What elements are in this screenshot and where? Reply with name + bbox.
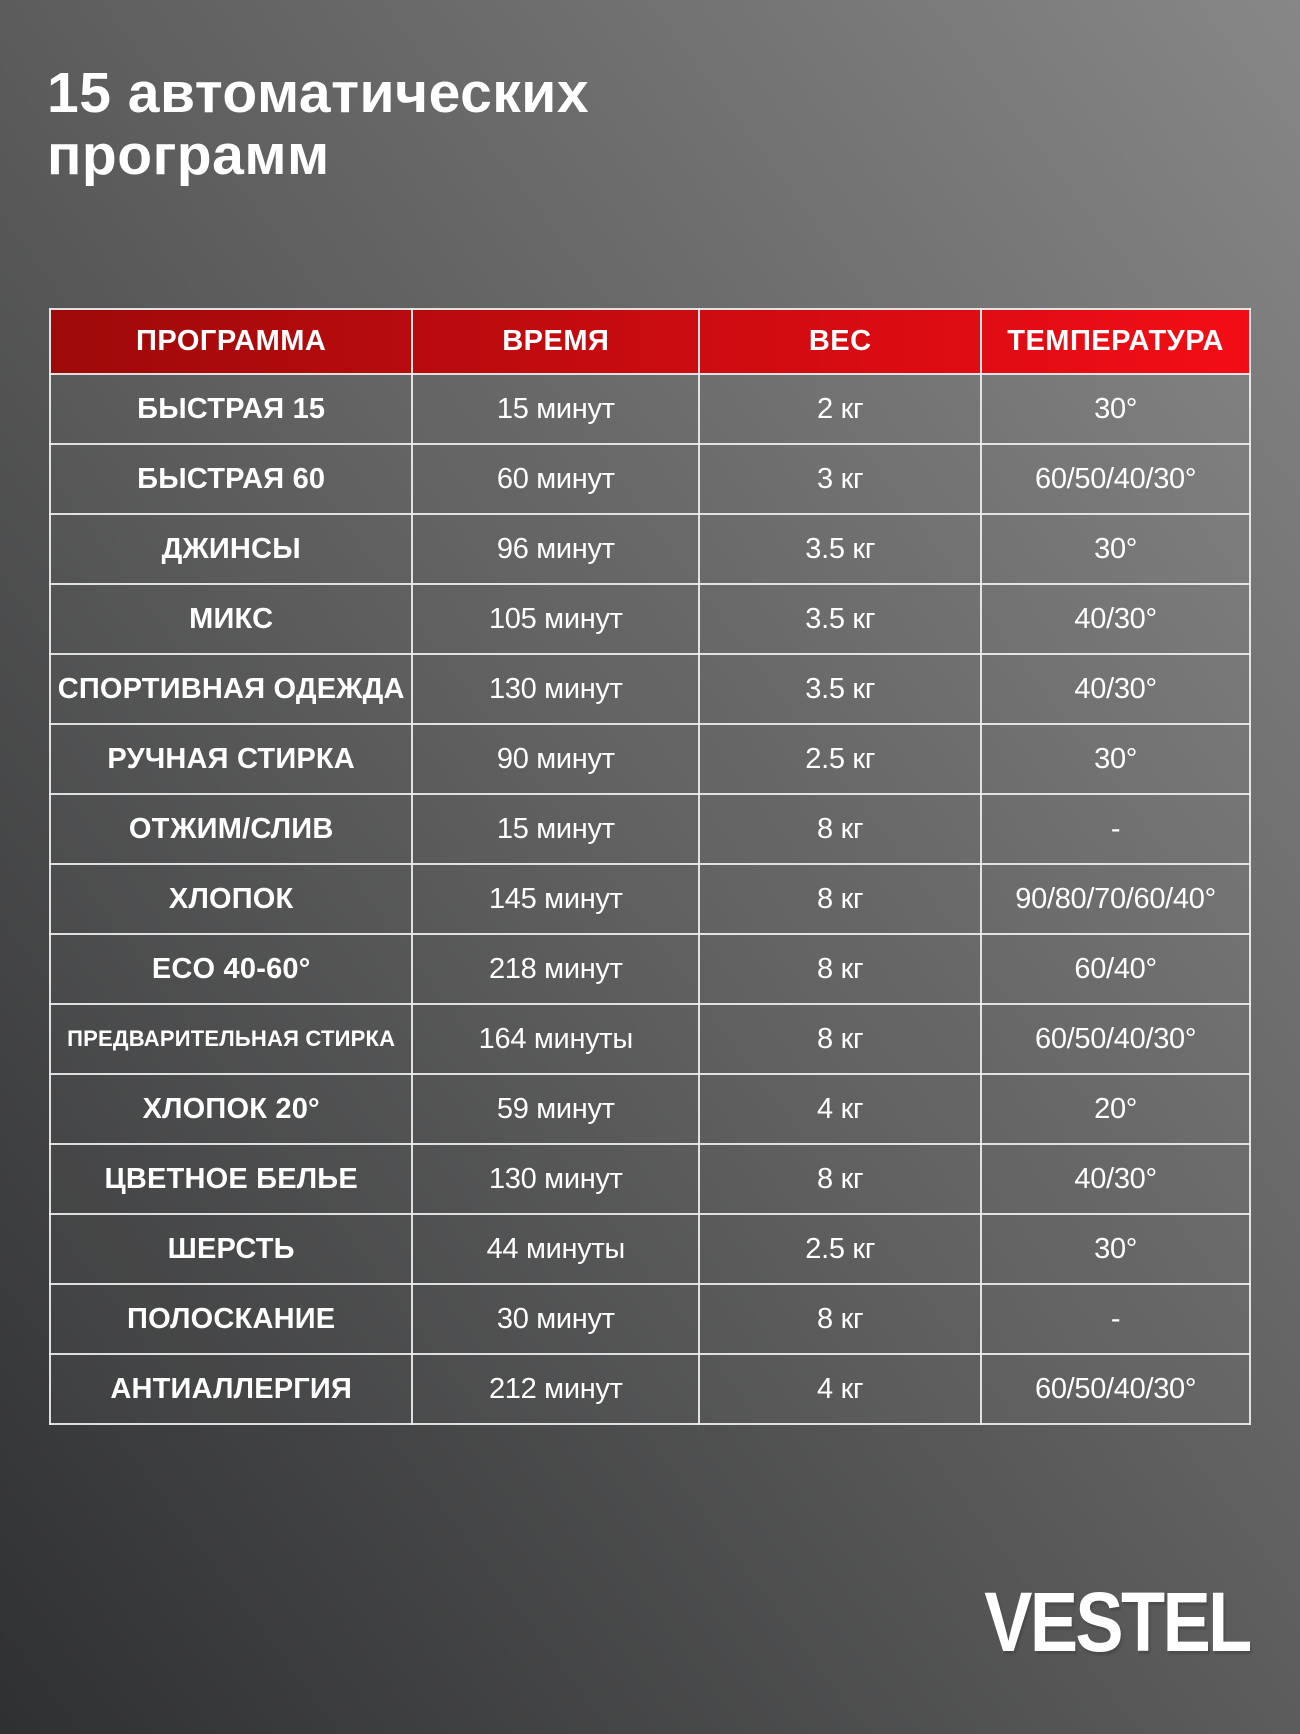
program-name-cell: ECO 40-60° — [50, 934, 412, 1004]
table-row — [50, 654, 1250, 724]
program-name-cell: ШЕРСТЬ — [50, 1214, 412, 1284]
table-row — [50, 724, 1250, 794]
programs-table — [49, 308, 1251, 1425]
table-row — [50, 584, 1250, 654]
program-name-cell: ЦВЕТНОЕ БЕЛЬЕ — [50, 1144, 412, 1214]
table-header — [50, 309, 1250, 374]
time-cell: 15 минут — [412, 794, 699, 864]
time-cell: 130 минут — [412, 654, 699, 724]
weight-cell: 8 кг — [699, 1144, 981, 1214]
weight-cell: 3.5 кг — [699, 654, 981, 724]
table-header-row — [50, 309, 1250, 374]
program-name-cell: ПРЕДВАРИТЕЛЬНАЯ СТИРКА — [50, 1004, 412, 1074]
table-row — [50, 1004, 1250, 1074]
time-cell: 90 минут — [412, 724, 699, 794]
time-cell: 212 минут — [412, 1354, 699, 1424]
program-name-cell: БЫСТРАЯ 60 — [50, 444, 412, 514]
program-name-cell: ХЛОПОК 20° — [50, 1074, 412, 1144]
time-cell: 44 минуты — [412, 1214, 699, 1284]
temperature-cell: 40/30° — [981, 654, 1250, 724]
weight-cell: 4 кг — [699, 1354, 981, 1424]
temperature-cell: 60/50/40/30° — [981, 1004, 1250, 1074]
weight-cell: 8 кг — [699, 794, 981, 864]
temperature-cell: 30° — [981, 1214, 1250, 1284]
time-cell: 60 минут — [412, 444, 699, 514]
table-row — [50, 794, 1250, 864]
temperature-cell: 30° — [981, 514, 1250, 584]
time-cell: 96 минут — [412, 514, 699, 584]
weight-cell: 8 кг — [699, 864, 981, 934]
weight-cell: 2.5 кг — [699, 724, 981, 794]
table-row — [50, 934, 1250, 1004]
temperature-cell: 40/30° — [981, 584, 1250, 654]
program-name-cell: ДЖИНСЫ — [50, 514, 412, 584]
table-row — [50, 1354, 1250, 1424]
table-row — [50, 1074, 1250, 1144]
temperature-cell: 60/50/40/30° — [981, 1354, 1250, 1424]
temperature-cell: 20° — [981, 1074, 1250, 1144]
header-program: ПРОГРАММА — [50, 309, 412, 374]
time-cell: 30 минут — [412, 1284, 699, 1354]
program-name-cell: ХЛОПОК — [50, 864, 412, 934]
weight-cell: 3.5 кг — [699, 584, 981, 654]
weight-cell: 3 кг — [699, 444, 981, 514]
temperature-cell: - — [981, 1284, 1250, 1354]
weight-cell: 3.5 кг — [699, 514, 981, 584]
header-weight: ВЕС — [699, 309, 981, 374]
time-cell: 218 минут — [412, 934, 699, 1004]
weight-cell: 8 кг — [699, 1004, 981, 1074]
weight-cell: 2.5 кг — [699, 1214, 981, 1284]
page-title: 15 автоматических программ — [47, 61, 590, 187]
time-cell: 164 минуты — [412, 1004, 699, 1074]
program-name-cell: РУЧНАЯ СТИРКА — [50, 724, 412, 794]
table-row — [50, 1284, 1250, 1354]
time-cell: 130 минут — [412, 1144, 699, 1214]
table-row — [50, 444, 1250, 514]
program-name-cell: ОТЖИМ/СЛИВ — [50, 794, 412, 864]
table-row — [50, 1214, 1250, 1284]
program-name-cell: ПОЛОСКАНИЕ — [50, 1284, 412, 1354]
temperature-cell: 30° — [981, 374, 1250, 444]
program-name-cell: МИКС — [50, 584, 412, 654]
temperature-cell: 40/30° — [981, 1144, 1250, 1214]
temperature-cell: - — [981, 794, 1250, 864]
weight-cell: 8 кг — [699, 1284, 981, 1354]
temperature-cell: 60/50/40/30° — [981, 444, 1250, 514]
table-row — [50, 1144, 1250, 1214]
time-cell: 15 минут — [412, 374, 699, 444]
header-temperature: ТЕМПЕРАТУРА — [981, 309, 1250, 374]
weight-cell: 4 кг — [699, 1074, 981, 1144]
weight-cell: 2 кг — [699, 374, 981, 444]
header-time: ВРЕМЯ — [412, 309, 699, 374]
time-cell: 59 минут — [412, 1074, 699, 1144]
table-row — [50, 374, 1250, 444]
temperature-cell: 30° — [981, 724, 1250, 794]
weight-cell: 8 кг — [699, 934, 981, 1004]
temperature-cell: 60/40° — [981, 934, 1250, 1004]
temperature-cell: 90/80/70/60/40° — [981, 864, 1250, 934]
table-row — [50, 514, 1250, 584]
program-name-cell: БЫСТРАЯ 15 — [50, 374, 412, 444]
program-name-cell: АНТИАЛЛЕРГИЯ — [50, 1354, 412, 1424]
vestel-logo: VESTEL — [984, 1575, 1250, 1669]
table-row — [50, 864, 1250, 934]
time-cell: 145 минут — [412, 864, 699, 934]
program-name-cell: СПОРТИВНАЯ ОДЕЖДА — [50, 654, 412, 724]
time-cell: 105 минут — [412, 584, 699, 654]
